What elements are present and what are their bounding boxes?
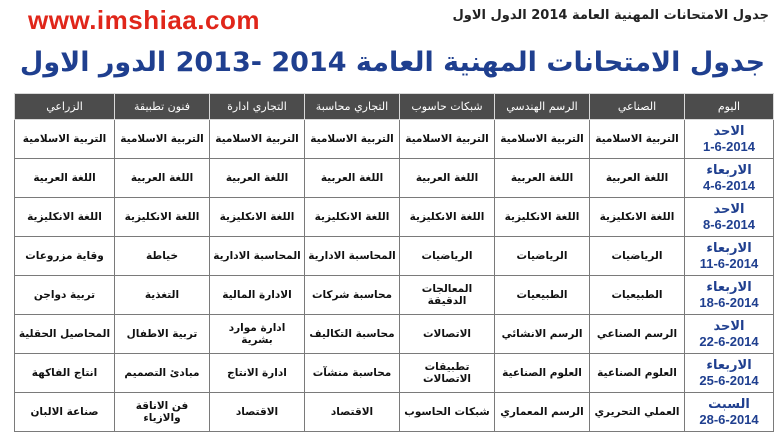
subject-cell: الاقتصاد — [210, 393, 305, 432]
exam-date: 1-6-2014 — [702, 139, 756, 154]
subject-cell: ادارة موارد بشرية — [210, 315, 305, 354]
subject-cell: اللغة الانكليزية — [210, 198, 305, 237]
exam-date: 11-6-2014 — [699, 256, 759, 271]
subject-cell: الادارة المالية — [210, 276, 305, 315]
column-header: الرسم الهندسي — [495, 94, 590, 120]
subject-cell: الرسم الانشائي — [495, 315, 590, 354]
top-strip — [0, 0, 783, 38]
column-header: الصناعي — [590, 94, 685, 120]
day-cell — [685, 198, 774, 237]
page-caption: جدول الامتحانات المهنية العامة 2014 الدول الاول — [452, 8, 769, 23]
table-header-row — [15, 94, 774, 120]
subject-cell: الرسم الصناعي — [590, 315, 685, 354]
exam-date: 25-6-2014 — [699, 373, 759, 388]
subject-cell: الطبيعيات — [590, 276, 685, 315]
day-cell — [685, 120, 774, 159]
subject-cell: المحاصيل الحقلية — [15, 315, 115, 354]
subject-cell: انتاج الفاكهة — [15, 354, 115, 393]
table-row — [15, 159, 774, 198]
subject-cell: الرياضيات — [495, 237, 590, 276]
subject-cell: تطبيقات الاتصالات — [400, 354, 495, 393]
subject-cell: التغذية — [115, 276, 210, 315]
subject-cell: محاسبة منشآت — [305, 354, 400, 393]
subject-cell: التربية الاسلامية — [400, 120, 495, 159]
subject-cell: اللغة الانكليزية — [15, 198, 115, 237]
column-header: التجاري ادارة — [210, 94, 305, 120]
subject-cell: التربية الاسلامية — [115, 120, 210, 159]
exam-date: 8-6-2014 — [702, 217, 756, 232]
day-cell — [685, 393, 774, 432]
column-header: اليوم — [685, 94, 774, 120]
subject-cell: اللغة العربية — [400, 159, 495, 198]
day-name: الاربعاء — [706, 358, 752, 373]
day-name: الاحد — [713, 124, 745, 139]
exam-date: 28-6-2014 — [699, 412, 759, 427]
subject-cell: الاتصالات — [400, 315, 495, 354]
banner-title: جدول الامتحانات المهنية العامة 2014 -2013 الدور الاول — [19, 47, 766, 78]
day-cell — [685, 159, 774, 198]
subject-cell: خياطة — [115, 237, 210, 276]
subject-cell: العملي التحريري — [590, 393, 685, 432]
subject-cell: اللغة الانكليزية — [495, 198, 590, 237]
subject-cell: اللغة العربية — [115, 159, 210, 198]
subject-cell: اللغة العربية — [590, 159, 685, 198]
subject-cell: اللغة الانكليزية — [305, 198, 400, 237]
subject-cell: الرسم المعماري — [495, 393, 590, 432]
table-row — [15, 354, 774, 393]
column-header: شبكات حاسوب — [400, 94, 495, 120]
table-row — [15, 315, 774, 354]
day-cell — [685, 315, 774, 354]
column-header: التجاري محاسبة — [305, 94, 400, 120]
subject-cell: تربية الاطفال — [115, 315, 210, 354]
day-name: الاحد — [713, 319, 745, 334]
subject-cell: المعالجات الدقيقة — [400, 276, 495, 315]
day-cell — [685, 237, 774, 276]
day-name: الاربعاء — [706, 241, 752, 256]
day-cell — [685, 276, 774, 315]
subject-cell: تربية دواجن — [15, 276, 115, 315]
day-cell — [685, 354, 774, 393]
subject-cell: صناعة الالبان — [15, 393, 115, 432]
day-name: السبت — [708, 397, 750, 412]
subject-cell: اللغة العربية — [305, 159, 400, 198]
subject-cell: الرياضيات — [400, 237, 495, 276]
table-row — [15, 198, 774, 237]
exam-schedule-table — [14, 93, 774, 432]
subject-cell: فن الاناقة والازياء — [115, 393, 210, 432]
subject-cell: المحاسبة الادارية — [210, 237, 305, 276]
subject-cell: الرياضيات — [590, 237, 685, 276]
title-banner — [12, 40, 773, 86]
table-row — [15, 276, 774, 315]
day-name: الاربعاء — [706, 280, 752, 295]
subject-cell: المحاسبة الادارية — [305, 237, 400, 276]
site-url: www.imshiaa.com — [28, 5, 260, 35]
day-name: الاحد — [713, 202, 745, 217]
table-row — [15, 120, 774, 159]
subject-cell: العلوم الصناعية — [495, 354, 590, 393]
subject-cell: محاسبة التكاليف — [305, 315, 400, 354]
subject-cell: اللغة العربية — [15, 159, 115, 198]
subject-cell: التربية الاسلامية — [15, 120, 115, 159]
exam-date: 18-6-2014 — [699, 295, 759, 310]
table-row — [15, 237, 774, 276]
subject-cell: مبادئ التصميم — [115, 354, 210, 393]
table-body — [15, 120, 774, 432]
subject-cell: اللغة الانكليزية — [115, 198, 210, 237]
exam-date: 22-6-2014 — [699, 334, 759, 349]
subject-cell: اللغة العربية — [210, 159, 305, 198]
subject-cell: التربية الاسلامية — [495, 120, 590, 159]
subject-cell: الاقتصاد — [305, 393, 400, 432]
column-header: فنون تطبيقة — [115, 94, 210, 120]
subject-cell: شبكات الحاسوب — [400, 393, 495, 432]
subject-cell: اللغة العربية — [495, 159, 590, 198]
subject-cell: العلوم الصناعية — [590, 354, 685, 393]
day-name: الاربعاء — [706, 163, 752, 178]
subject-cell: التربية الاسلامية — [590, 120, 685, 159]
subject-cell: التربية الاسلامية — [210, 120, 305, 159]
column-header: الزراعي — [15, 94, 115, 120]
subject-cell: اللغة الانكليزية — [590, 198, 685, 237]
subject-cell: ادارة الانتاج — [210, 354, 305, 393]
subject-cell: التربية الاسلامية — [305, 120, 400, 159]
subject-cell: الطبيعيات — [495, 276, 590, 315]
subject-cell: وقاية مزروعات — [15, 237, 115, 276]
subject-cell: محاسبة شركات — [305, 276, 400, 315]
exam-date: 4-6-2014 — [702, 178, 756, 193]
table-row — [15, 393, 774, 432]
subject-cell: اللغة الانكليزية — [400, 198, 495, 237]
